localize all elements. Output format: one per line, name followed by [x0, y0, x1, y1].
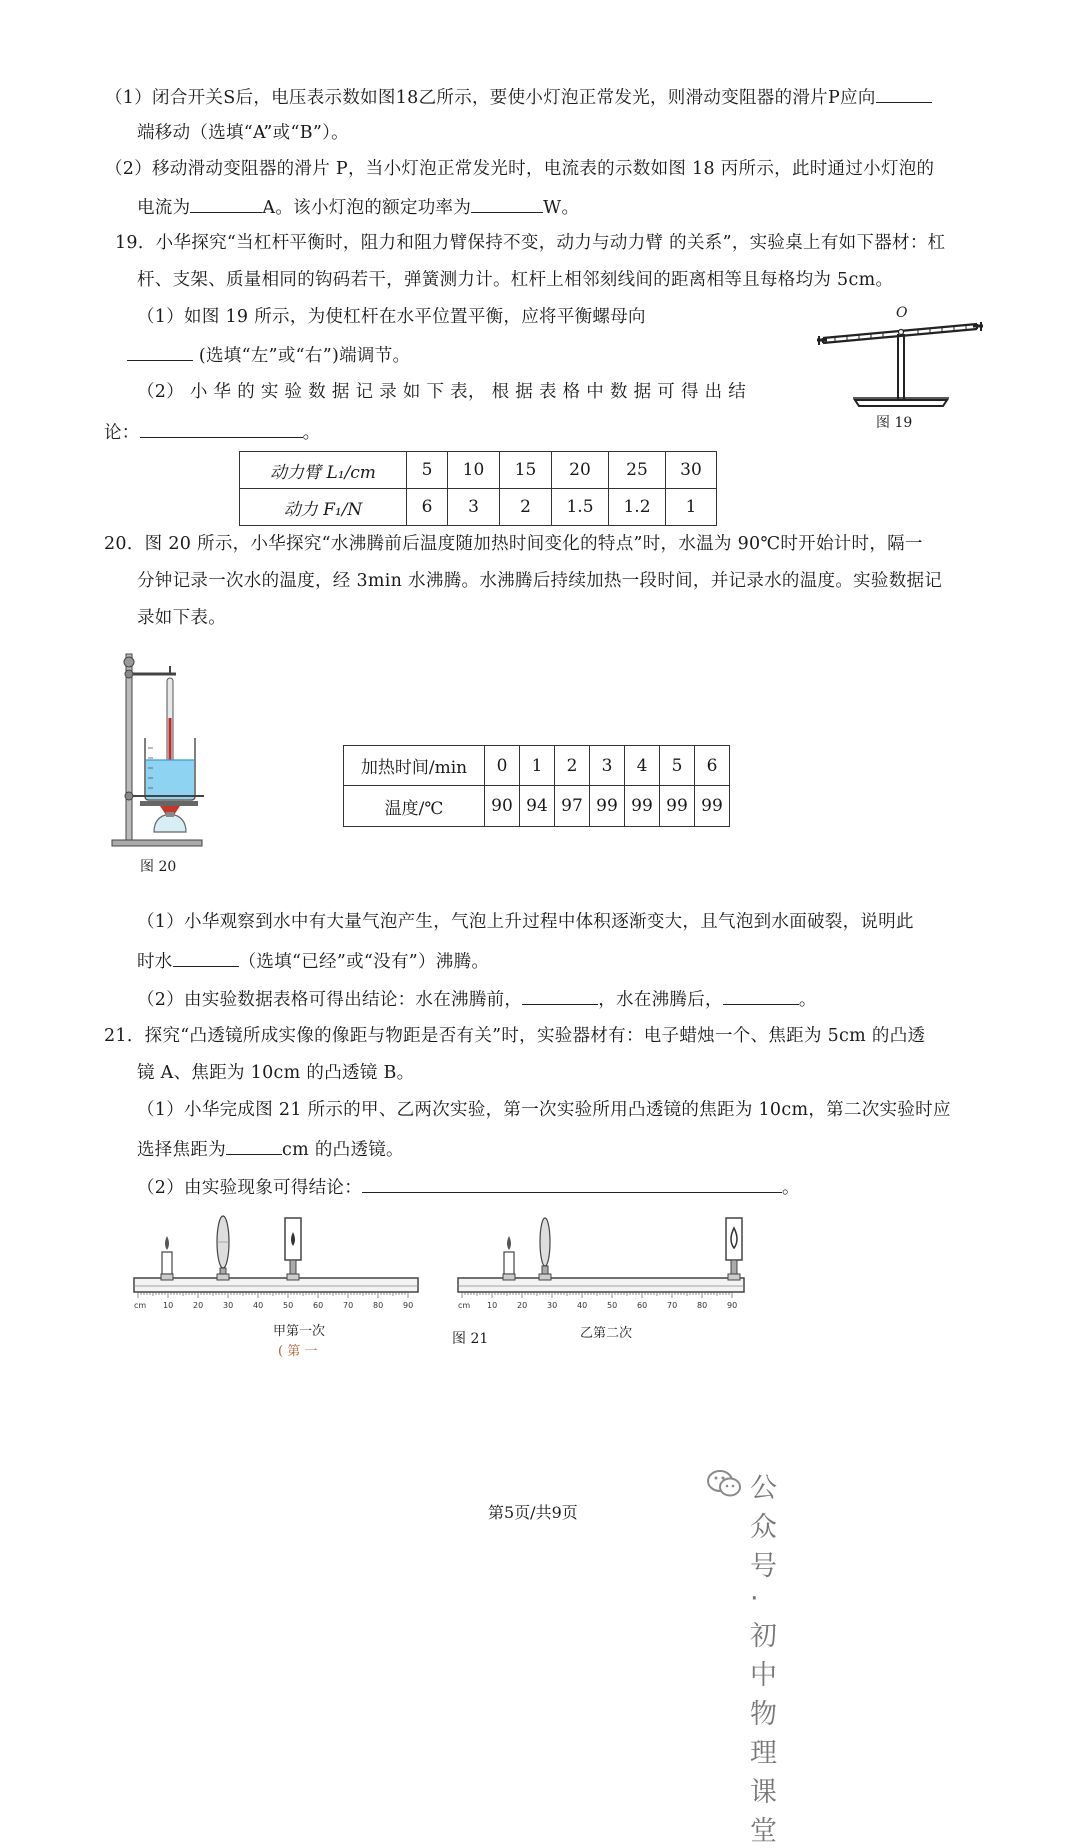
- scale-label: 30: [547, 1301, 558, 1310]
- bench-scale: [134, 1292, 413, 1310]
- answer-blank[interactable]: [362, 1174, 782, 1193]
- scale-label: cm: [458, 1301, 471, 1310]
- table-row: [344, 746, 730, 786]
- answer-blank[interactable]: [127, 342, 193, 361]
- scale-label: 70: [667, 1301, 678, 1310]
- table-header-cell: 温度/℃: [344, 786, 485, 827]
- answer-blank[interactable]: [173, 948, 239, 967]
- table-row: [240, 452, 717, 489]
- table-cell: 94: [520, 786, 555, 827]
- table-header-cell: 动力臂 L₁/cm: [240, 452, 407, 489]
- q18-part2-line2: 电流为 A。该小灯泡的额定功率为 W。: [137, 194, 579, 220]
- scale-label: 70: [343, 1301, 354, 1310]
- scale-label: 10: [487, 1301, 498, 1310]
- table-cell: 99: [695, 786, 730, 827]
- table-cell: 97: [555, 786, 590, 827]
- q20-stem-line1: 20．图 20 所示，小华探究“水沸腾前后温度随加热时间变化的特点”时，水温为 90℃时开始计时，隔一: [104, 534, 923, 554]
- optical-bench-first: [132, 1212, 422, 1317]
- table-cell: 4: [625, 746, 660, 786]
- q20-stem-line3: 录如下表。: [137, 608, 226, 628]
- table-cell: 10: [448, 452, 500, 489]
- watermark-text: 公众号 · 初中物理课堂: [750, 1473, 777, 1847]
- figure21-left-extra: ( 第 一: [278, 1344, 318, 1359]
- q21-part1-line2: 选择焦距为 cm 的凸透镜。: [137, 1136, 404, 1162]
- scale-label: cm: [134, 1301, 147, 1310]
- page-number: 第5页/共9页: [488, 1503, 578, 1522]
- scale-label: 50: [607, 1301, 618, 1310]
- table-cell: 5: [660, 746, 695, 786]
- answer-blank[interactable]: [190, 194, 262, 213]
- figure19-caption: 图 19: [876, 415, 913, 431]
- table-cell: 30: [666, 452, 717, 489]
- table-header-cell: 动力 F₁/N: [240, 489, 407, 526]
- answer-blank[interactable]: [522, 986, 598, 1005]
- answer-blank[interactable]: [140, 419, 303, 438]
- table-cell: 0: [485, 746, 520, 786]
- q19-part1-line2: (选填“左”或“右”)端调节。: [127, 342, 410, 368]
- scale-label: 60: [313, 1301, 324, 1310]
- table-cell: 6: [695, 746, 730, 786]
- table-cell: 2: [555, 746, 590, 786]
- q21-stem-line2: 镜 A、焦距为 10cm 的凸透镜 B。: [137, 1063, 415, 1083]
- figure21-caption: 图 21: [452, 1331, 489, 1347]
- q21-part2: （2）由实验现象可得结论： 。: [137, 1174, 800, 1200]
- scale-label: 50: [283, 1301, 294, 1310]
- q19-stem-line1: 19．小华探究“当杠杆平衡时，阻力和阻力臂保持不变，动力与动力臂 的关系”，实验桌上有如下器材：杠: [115, 233, 946, 253]
- scale-label: 90: [403, 1301, 414, 1310]
- scale-label: 60: [637, 1301, 648, 1310]
- table-cell: 15: [500, 452, 552, 489]
- table-cell: 1.5: [552, 489, 609, 526]
- table-cell: 5: [407, 452, 448, 489]
- scale-label: 40: [577, 1301, 588, 1310]
- wechat-icon: [706, 1468, 742, 1500]
- scale-label: 30: [223, 1301, 234, 1310]
- q19-stem-line2: 杆、支架、质量相同的钩码若干，弹簧测力计。杠杆上相邻刻线间的距离相等且每格均为 5cm。: [137, 270, 894, 290]
- q19-part2-line2: 论： 。: [104, 419, 320, 445]
- table-cell: 3: [590, 746, 625, 786]
- answer-blank[interactable]: [876, 84, 932, 103]
- answer-blank[interactable]: [471, 194, 543, 213]
- q18-part2-line1: （2）移动滑动变阻器的滑片 P，当小灯泡正常发光时，电流表的示数如图 18 丙所示，此时通过小灯泡的: [105, 159, 935, 179]
- q20-stem-line2: 分钟记录一次水的温度，经 3min 水沸腾。水沸腾后持续加热一段时间，并记录水的温度。实验数据记: [137, 571, 943, 591]
- lever-figure: [815, 300, 985, 412]
- q19-part1-line1: （1）如图 19 所示，为使杠杆在水平位置平衡，应将平衡螺母向: [137, 307, 646, 327]
- scale-label: 80: [373, 1301, 384, 1310]
- q21-part1-line1: （1）小华完成图 21 所示的甲、乙两次实验，第一次实验所用凸透镜的焦距为 10cm，第二次实验时应: [137, 1100, 951, 1120]
- scale-label: 80: [697, 1301, 708, 1310]
- figure21-left-caption: 甲第一次: [273, 1324, 326, 1339]
- answer-blank[interactable]: [723, 986, 799, 1005]
- table-cell: 25: [609, 452, 666, 489]
- scale-label: 90: [727, 1301, 738, 1310]
- scale-label: 40: [253, 1301, 264, 1310]
- boiling-apparatus-figure: [108, 648, 208, 853]
- table-cell: 1: [520, 746, 555, 786]
- table-cell: 99: [625, 786, 660, 827]
- q18-part1-line1: （1）闭合开关S后，电压表示数如图18乙所示，要使小灯泡正常发光，则滑动变阻器的滑片P应向: [105, 84, 932, 110]
- q20-part1-line2: 时水 （选填“已经”或“没有”）沸腾。: [137, 948, 489, 974]
- table-cell: 99: [590, 786, 625, 827]
- table-cell: 6: [407, 489, 448, 526]
- table-header-cell: 加热时间/min: [344, 746, 485, 786]
- table-cell: 99: [660, 786, 695, 827]
- table-cell: 3: [448, 489, 500, 526]
- q20-part1-line1: （1）小华观察到水中有大量气泡产生，气泡上升过程中体积逐渐变大，且气泡到水面破裂，说明此: [137, 912, 914, 932]
- table-cell: 1: [666, 489, 717, 526]
- bench-scale: [458, 1292, 737, 1310]
- scale-label: 10: [163, 1301, 174, 1310]
- table-cell: 1.2: [609, 489, 666, 526]
- table-cell: 90: [485, 786, 520, 827]
- q19-part2-line1: （2） 小 华 的 实 验 数 据 记 录 如 下 表， 根 据 表 格 中 数 据 可 得 出 结: [137, 382, 747, 402]
- optical-bench-second: [456, 1212, 748, 1317]
- table-row: [240, 489, 717, 526]
- pivot-label: O: [896, 305, 908, 321]
- scale-label: 20: [193, 1301, 204, 1310]
- table-cell: 2: [500, 489, 552, 526]
- scale-label: 20: [517, 1301, 528, 1310]
- q20-part2: （2）由实验数据表格可得出结论：水在沸腾前， ，水在沸腾后， 。: [137, 986, 817, 1012]
- q18-part1-line2: 端移动（选填“A”或“B”）。: [137, 123, 349, 143]
- boiling-data-table: [343, 745, 730, 827]
- lever-data-table: [239, 451, 717, 526]
- q21-stem-line1: 21．探究“凸透镜所成实像的像距与物距是否有关”时，实验器材有：电子蜡烛一个、焦距为 5cm 的凸透: [104, 1026, 926, 1046]
- figure21-right-caption: 乙第二次: [580, 1326, 633, 1341]
- answer-blank[interactable]: [226, 1136, 282, 1155]
- table-row: [344, 786, 730, 827]
- table-cell: 20: [552, 452, 609, 489]
- figure20-caption: 图 20: [140, 859, 177, 875]
